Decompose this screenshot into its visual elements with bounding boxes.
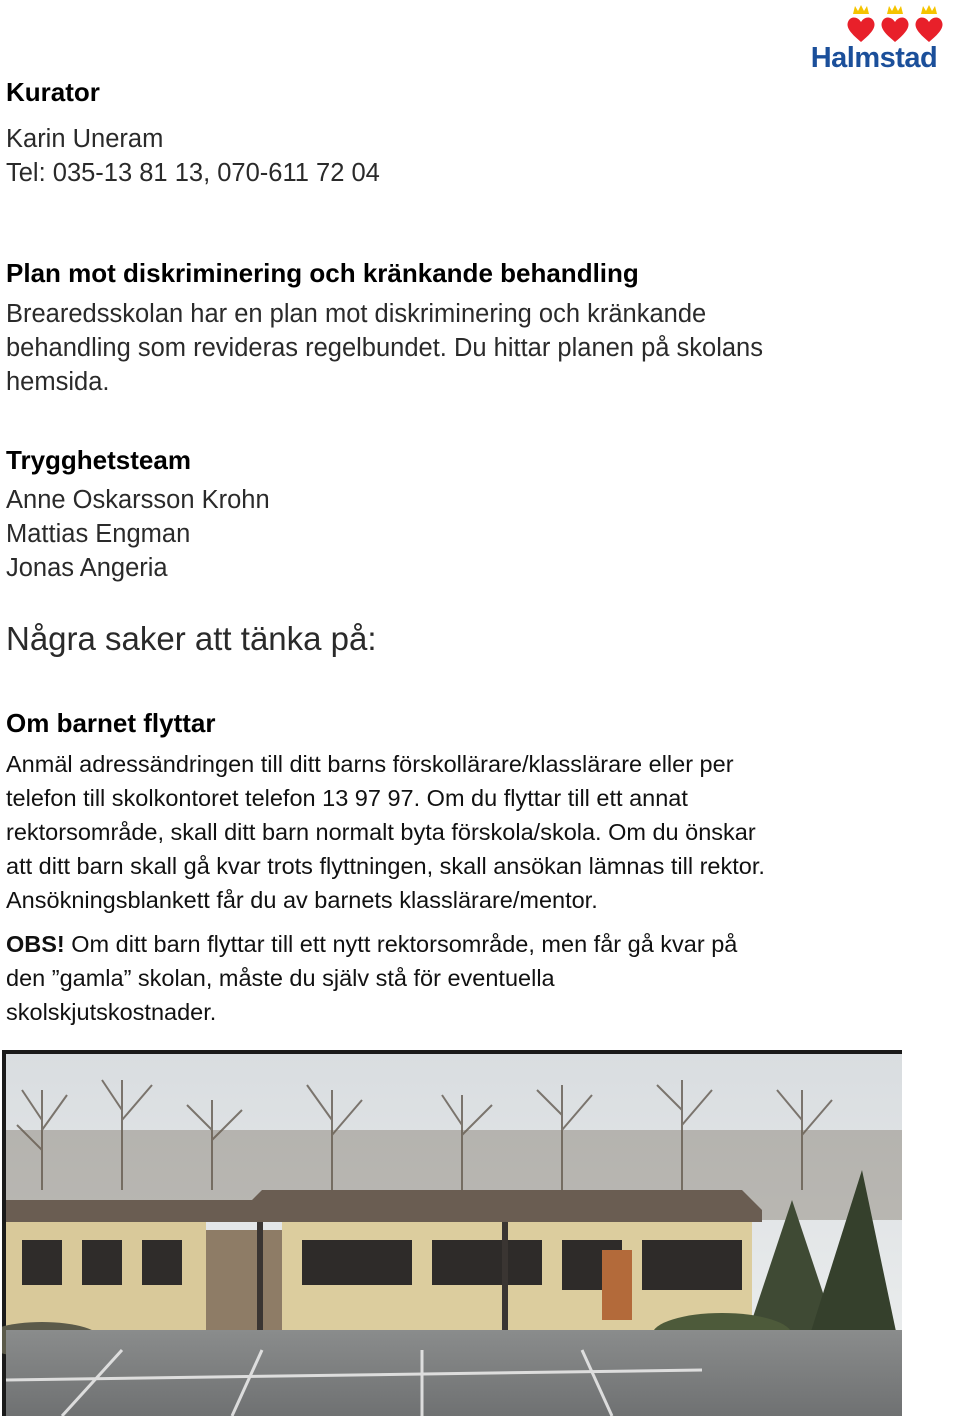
school-building-image xyxy=(2,1050,902,1416)
plan-line-3: hemsida. xyxy=(6,368,110,396)
trygghet-member: Anne Oskarsson Krohn xyxy=(6,486,270,514)
plan-line-1: Brearedsskolan har en plan mot diskriminering och kränkande xyxy=(6,300,707,328)
obs-text: Om ditt barn flyttar till ett nytt rektorsområde, men får gå kvar på xyxy=(64,931,738,957)
obs-line-2: den ”gamla” skolan, måste du själv stå för eventuella xyxy=(6,965,555,991)
obs-line-3: skolskjutskostnader. xyxy=(6,999,217,1025)
moving-line-4: att ditt barn skall gå kvar trots flyttningen, skall ansökan lämnas till rektor. xyxy=(6,853,765,879)
kurator-heading: Kurator xyxy=(6,77,100,107)
logo-text: Halmstad xyxy=(810,42,938,74)
school-photo xyxy=(2,1050,902,1416)
moving-heading: Om barnet flyttar xyxy=(6,708,216,738)
obs-label: OBS! xyxy=(6,931,65,957)
halmstad-logo xyxy=(793,4,955,76)
plan-line-2: behandling som revideras regelbundet. Du hittar planen på skolans xyxy=(6,334,763,362)
moving-line-5: Ansökningsblankett får du av barnets klasslärare/mentor. xyxy=(6,887,598,913)
kurator-phone: Tel: 035-13 81 13, 070-611 72 04 xyxy=(6,159,380,187)
moving-line-1: Anmäl adressändringen till ditt barns förskollärare/klasslärare eller per xyxy=(6,751,734,777)
moving-line-3: rektorsområde, skall ditt barn normalt byta förskola/skola. Om du önskar xyxy=(6,819,756,845)
plan-heading: Plan mot diskriminering och kränkande behandling xyxy=(6,258,639,288)
hearts-crown-icon xyxy=(793,4,955,44)
moving-line-2: telefon till skolkontoret telefon 13 97 97. Om du flyttar till ett annat xyxy=(6,785,688,811)
trygghet-member: Jonas Angeria xyxy=(6,554,168,582)
kurator-name: Karin Uneram xyxy=(6,125,164,153)
trygghet-member: Mattias Engman xyxy=(6,520,191,548)
things-heading: Några saker att tänka på: xyxy=(6,620,377,657)
trygghet-heading: Trygghetsteam xyxy=(6,445,191,475)
obs-line-1 xyxy=(6,927,946,961)
